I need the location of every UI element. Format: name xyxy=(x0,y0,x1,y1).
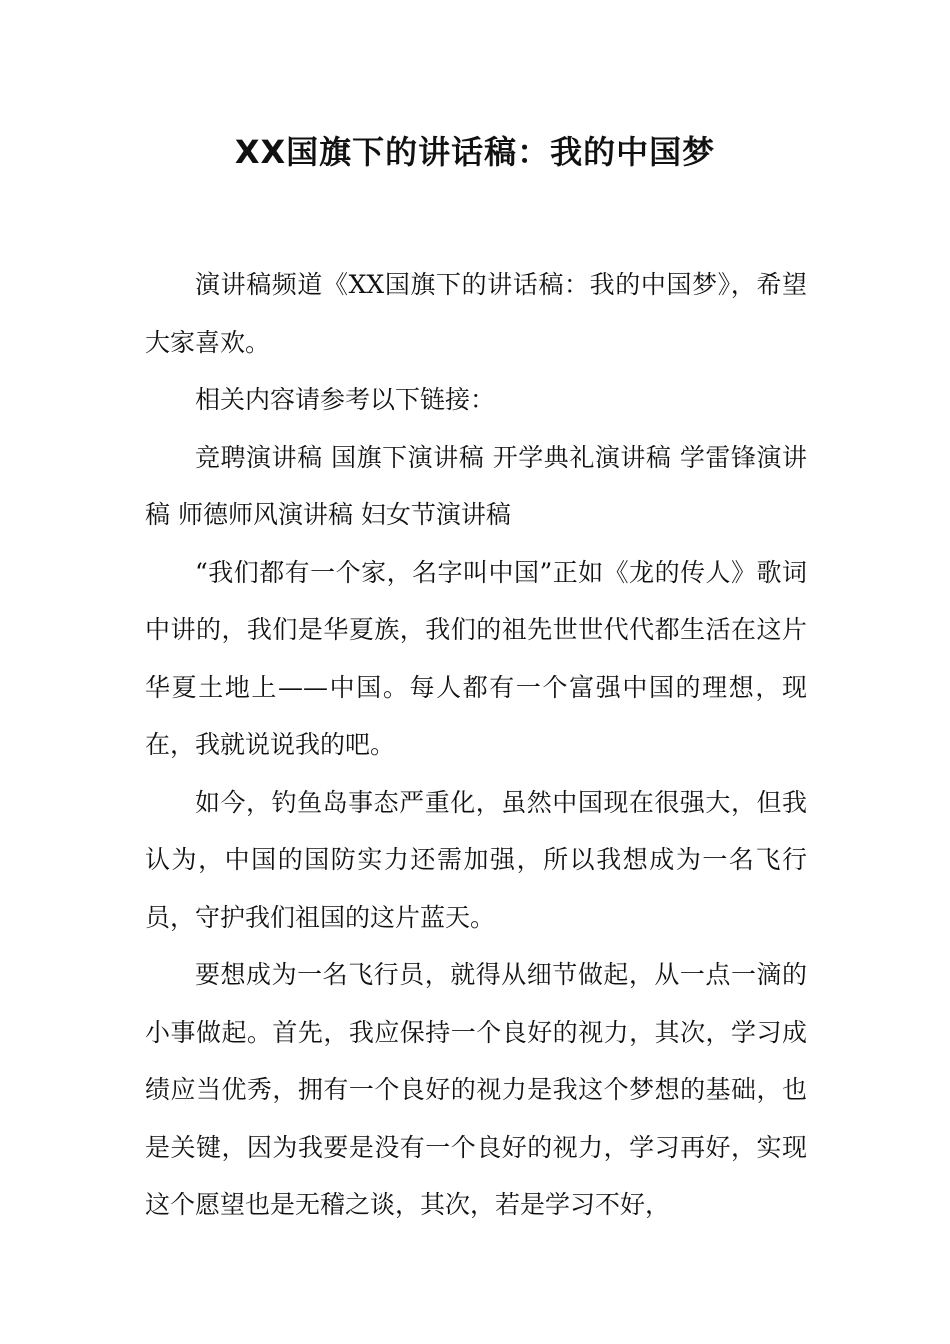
document-body xyxy=(145,256,807,1234)
page-title: XX国旗下的讲话稿：我的中国梦 xyxy=(234,133,716,171)
paragraph-home: “我们都有一个家，名字叫中国”正如《龙的传人》歌词中讲的，我们是华夏族，我们的祖先世世代代都生活在这片华夏土地上——中国。每人都有一个富强中国的理想，现在，我就说说我的吧。 xyxy=(145,557,807,759)
paragraph-links: 竞聘演讲稿 国旗下演讲稿 开学典礼演讲稿 学雷锋演讲稿 师德师风演讲稿 妇女节演讲稿 xyxy=(145,442,807,529)
paragraph-pilot: 要想成为一名飞行员，就得从细节做起，从一点一滴的小事做起。首先，我应保持一个良好的视力，其次，学习成绩应当优秀，拥有一个良好的视力是我这个梦想的基础，也是关键，因为我要是没有一个良好的视力，学习再好，实现这个愿望也是无稽之谈，其次，若是学习不好， xyxy=(145,960,807,1219)
paragraph-links-label: 相关内容请参考以下链接： xyxy=(195,385,496,414)
paragraph-intro: 演讲稿频道《XX国旗下的讲话稿：我的中国梦》，希望大家喜欢。 xyxy=(145,270,807,357)
paragraph-defense: 如今，钓鱼岛事态严重化，虽然中国现在很强大，但我认为，中国的国防实力还需加强，所以我想成为一名飞行员，守护我们祖国的这片蓝天。 xyxy=(145,787,807,932)
